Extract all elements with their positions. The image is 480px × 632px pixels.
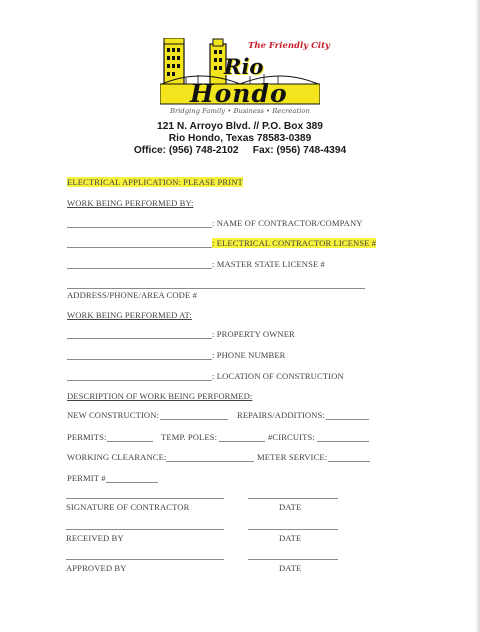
scan-edge-shadow (475, 0, 480, 632)
received-by-label: RECEIVED BY (66, 533, 124, 543)
address-phone-label: ADDRESS/PHONE/AREA CODE # (67, 290, 197, 300)
property-owner-label: : PROPERTY OWNER (212, 329, 295, 339)
location-field[interactable] (67, 380, 212, 381)
new-construction-field[interactable] (160, 419, 228, 420)
location-label: : LOCATION OF CONSTRUCTION (212, 371, 344, 381)
description-heading: DESCRIPTION OF WORK BEING PERFORMED: (67, 391, 253, 401)
approved-date-label: DATE (279, 563, 302, 573)
meter-service-label: METER SERVICE: (257, 452, 328, 462)
form-title: ELECTRICAL APPLICATION: PLEASE PRINT (67, 177, 243, 187)
permits-field[interactable] (107, 441, 153, 442)
signature-date-field[interactable] (248, 498, 338, 499)
circuits-field[interactable] (317, 441, 369, 442)
permit-number-field[interactable] (106, 482, 158, 483)
repairs-label: REPAIRS/ADDITIONS: (237, 410, 325, 420)
logo-word-hondo: Hondo (190, 79, 288, 108)
approved-by-label: APPROVED BY (66, 563, 127, 573)
signature-label: SIGNATURE OF CONTRACTOR (66, 502, 190, 512)
meter-service-field[interactable] (328, 461, 370, 462)
property-owner-field[interactable] (67, 338, 212, 339)
contractor-name-field[interactable] (67, 227, 212, 228)
phone-number-label: : PHONE NUMBER (212, 350, 286, 360)
address-line-1: 121 N. Arroyo Blvd. // P.O. Box 389 (157, 121, 323, 132)
permits-label: PERMITS: (67, 432, 107, 442)
phone-number-field[interactable] (67, 359, 212, 360)
logo-tagline: Bridging Family • Business • Recreation (170, 107, 310, 115)
temp-poles-label: TEMP. POLES: (161, 432, 218, 442)
address-line-3: Office: (956) 748-2102 Fax: (956) 748-4394 (133, 145, 347, 156)
received-by-field[interactable] (66, 529, 224, 530)
received-date-field[interactable] (248, 529, 338, 530)
signature-date-label: DATE (279, 502, 302, 512)
work-by-heading: WORK BEING PERFORMED BY: (67, 198, 194, 208)
temp-poles-field[interactable] (219, 441, 265, 442)
new-construction-label: NEW CONSTRUCTION: (67, 410, 160, 420)
address-phone-field[interactable] (67, 288, 365, 289)
master-license-label: : MASTER STATE LICENSE # (212, 259, 325, 269)
electrical-license-field[interactable] (67, 247, 212, 248)
circuits-label: #CIRCUITS: (268, 432, 315, 442)
signature-field[interactable] (66, 498, 224, 499)
electrical-license-label: : ELECTRICAL CONTRACTOR LICENSE # (212, 238, 377, 248)
approved-date-field[interactable] (248, 559, 338, 560)
logo-word-rio: Rio (224, 54, 264, 79)
work-at-heading: WORK BEING PERFORMED AT: (67, 310, 192, 320)
working-clearance-label: WORKING CLEARANCE: (67, 452, 167, 462)
received-date-label: DATE (279, 533, 302, 543)
address-line-2: Rio Hondo, Texas 78583-0389 (168, 133, 312, 144)
master-license-field[interactable] (67, 268, 212, 269)
permit-number-label: PERMIT # (67, 473, 106, 483)
logo-friendly-city: The Friendly City (248, 41, 330, 51)
contractor-name-label: : NAME OF CONTRACTOR/COMPANY (212, 218, 363, 228)
working-clearance-field[interactable] (166, 461, 254, 462)
approved-by-field[interactable] (66, 559, 224, 560)
repairs-field[interactable] (326, 419, 369, 420)
